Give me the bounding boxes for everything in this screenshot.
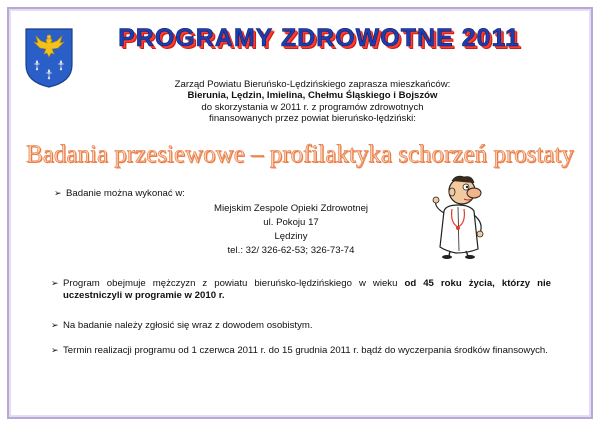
intro-line-3: do skorzystania w 2011 r. z programów zdrowotnych [201, 101, 424, 113]
clinic-phone: tel.: 32/ 326-62-53; 326-73-74 [227, 245, 355, 256]
page-title: PROGRAMY ZDROWOTNE 2011 [118, 24, 520, 52]
clinic-address [160, 202, 422, 258]
bullet-eligibility: ➢ Program obejmuje mężczyzn z powiatu bieruńsko-lędzińskiego w wieku od 45 roku życia, którzy nie uczestniczyli w programie w 2010 r. [51, 278, 551, 301]
arrow-bullet-icon: ➢ [51, 320, 59, 330]
clinic-name: Miejskim Zespole Opieki Zdrowotnej [213, 203, 369, 214]
arrow-bullet-icon: ➢ [54, 188, 62, 198]
coat-of-arms-icon [24, 27, 74, 89]
cartoon-doctor-icon [428, 171, 492, 259]
program-subtitle: Badania przesiewowe – profilaktyka schorzeń prostaty [26, 141, 574, 168]
arrow-bullet-icon: ➢ [51, 278, 59, 288]
bullet-id-requirement: ➢ Na badanie należy zgłosić się wraz z dowodem osobistym. [51, 320, 313, 331]
intro-paragraph [110, 79, 515, 125]
intro-line-4: finansowanych przez powiat bieruńsko-lędziński: [209, 113, 416, 125]
intro-line-2: Bierunia, Lędzin, Imielina, Chełmu Śląskiego i Bojszów [187, 90, 438, 102]
arrow-bullet-icon: ➢ [51, 345, 59, 355]
bullet-program-term: ➢ Termin realizacji programu od 1 czerwca 2011 r. do 15 grudnia 2011 r. bądź do wyczerpania środków finansowych. [51, 345, 548, 356]
bullet-location-intro: ➢ Badanie można wykonać w: [54, 188, 185, 199]
clinic-city: Lędziny [274, 231, 308, 242]
intro-line-1: Zarząd Powiatu Bieruńsko-Lędzińskiego zaprasza mieszkańców: [174, 79, 451, 90]
clinic-street: ul. Pokoju 17 [263, 217, 319, 228]
